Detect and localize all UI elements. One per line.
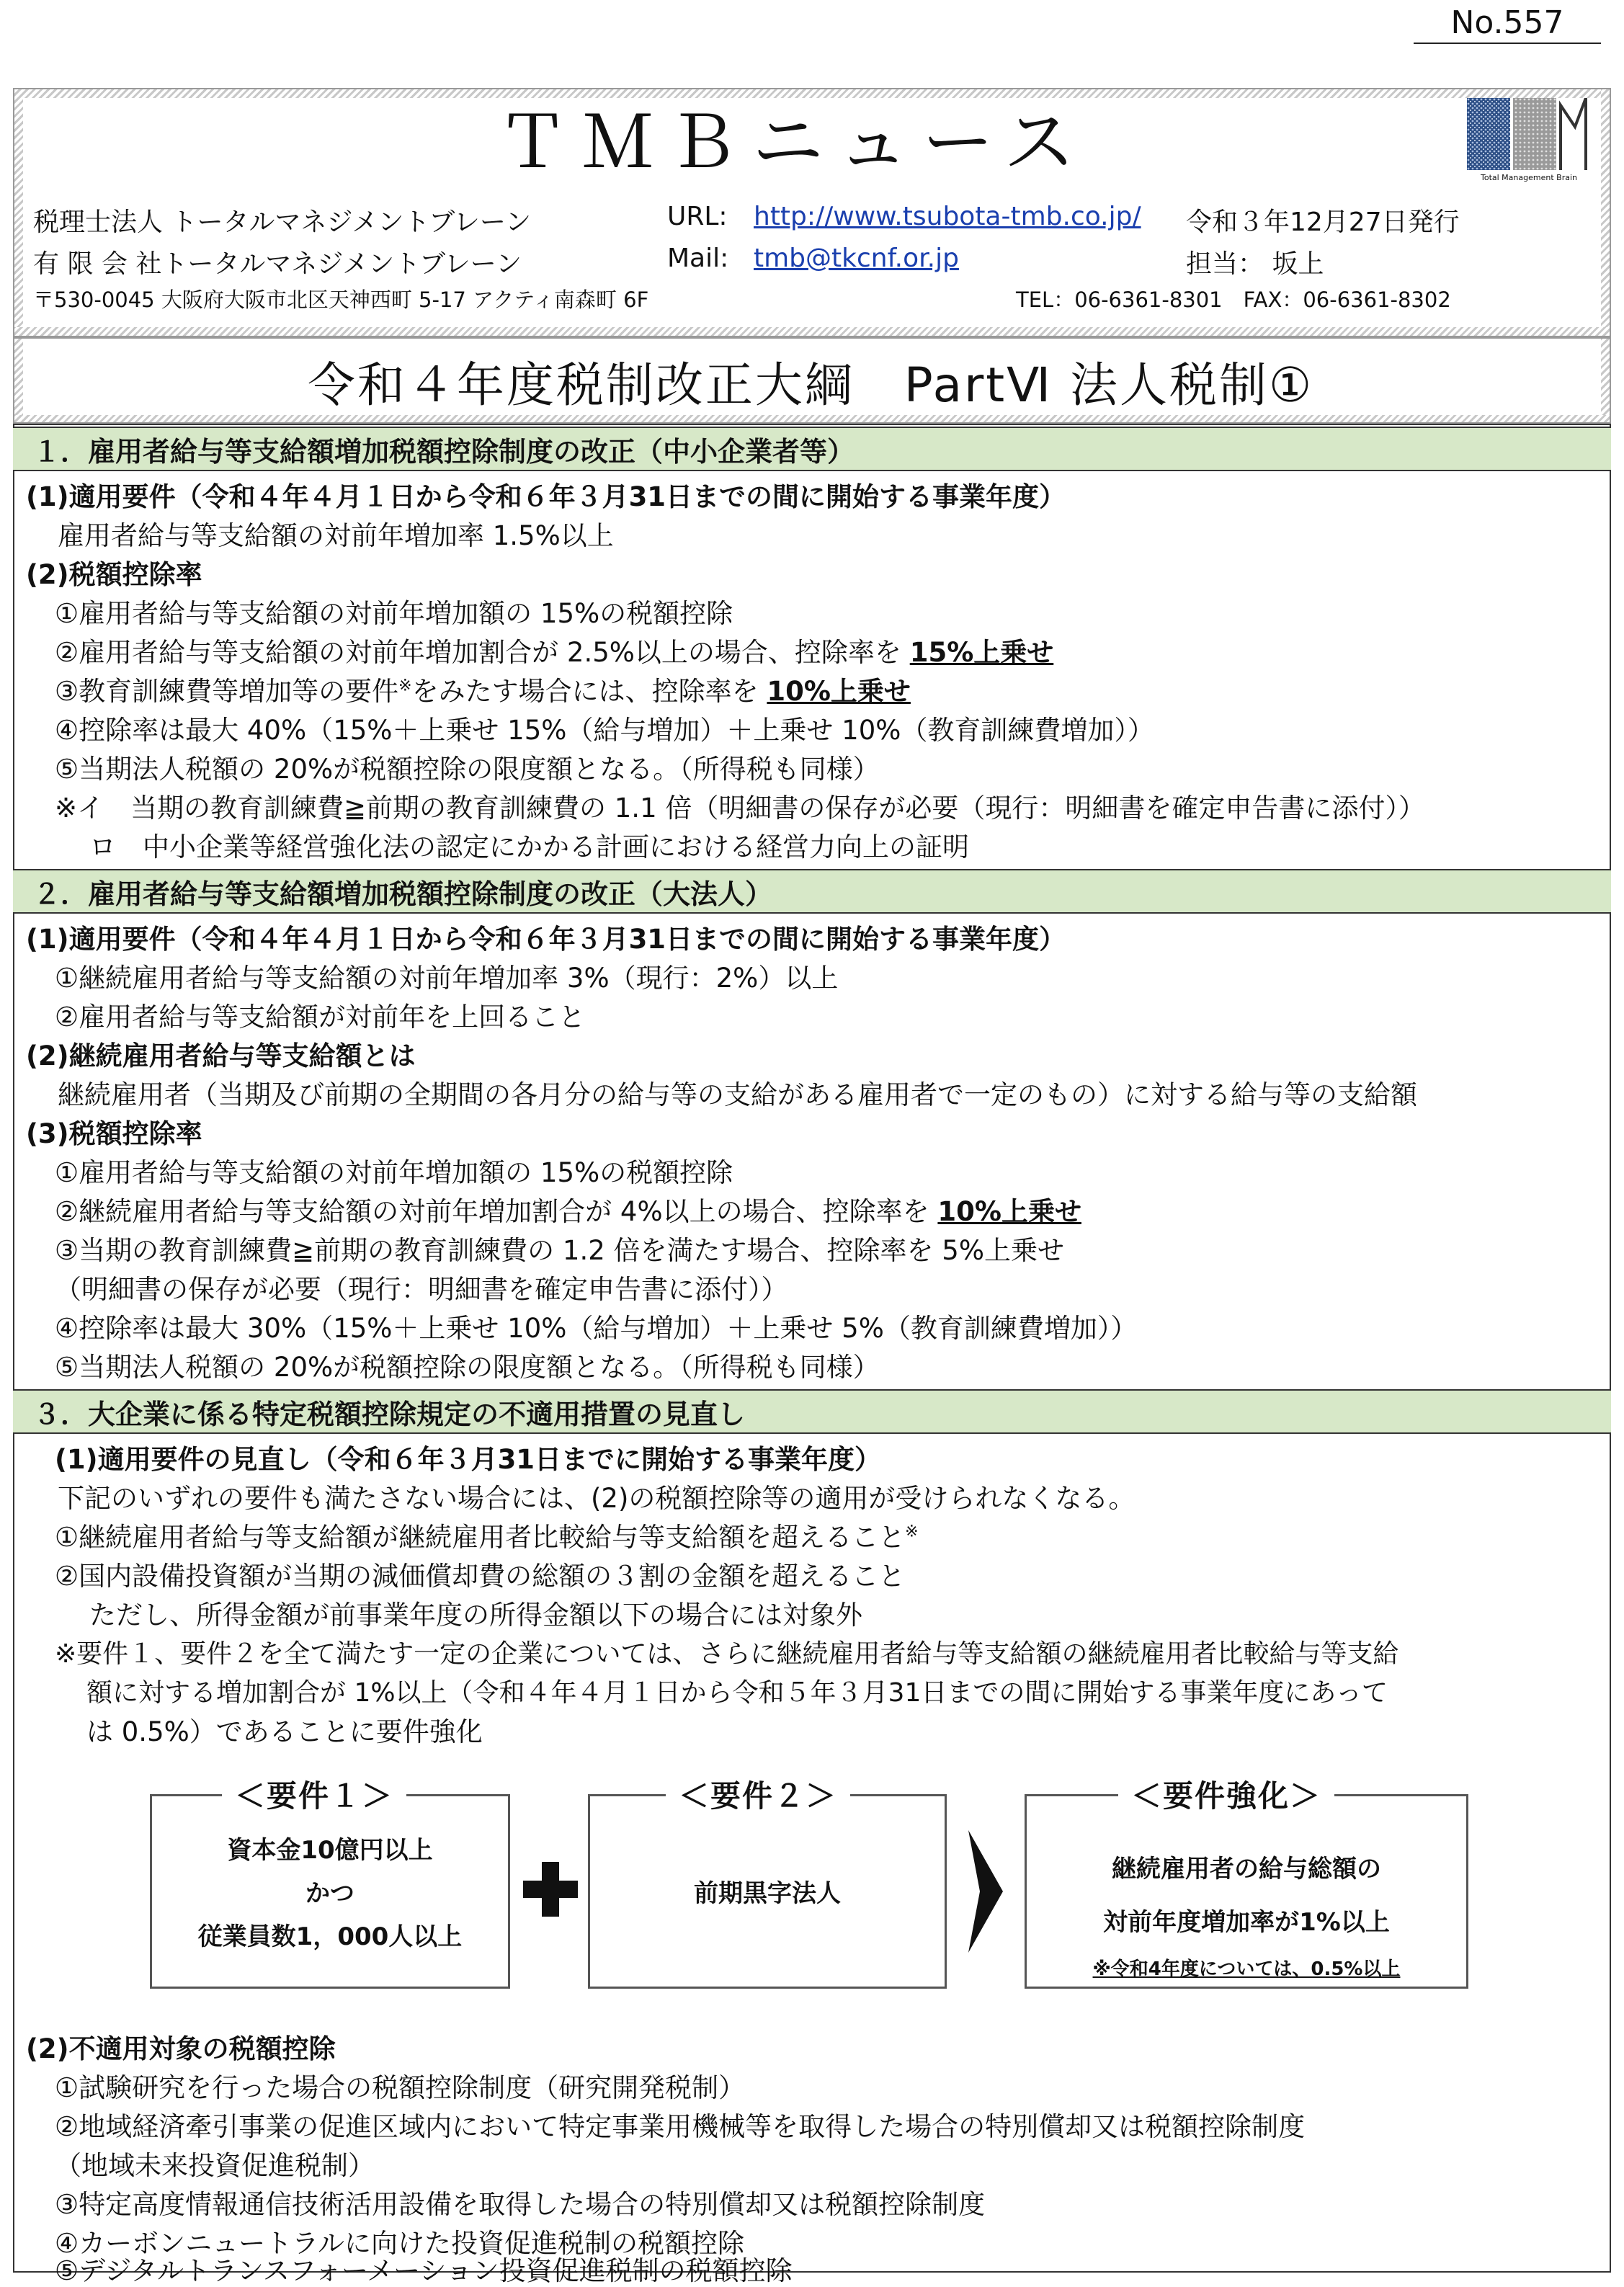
- requirement-strengthened-label: ＜要件強化＞: [1118, 1773, 1334, 1816]
- arrow-right-icon: [965, 1830, 1006, 1956]
- requirement-strengthened-text: 対前年度増加率が1%以上: [1103, 1908, 1390, 1937]
- subtitle: 令和４年度税制改正大綱 PartⅥ 法人税制①: [307, 357, 1314, 413]
- newsletter-title: ＴＭＢニュース: [496, 100, 1089, 184]
- s2-line: （明細書の保存が必要（現行：明細書を確定申告書に添付））: [55, 1274, 788, 1305]
- s1-line: (1)適用要件（令和４年４月１日から令和６年３月31日までの間に開始する事業年度）: [26, 481, 1066, 512]
- requirement-2-label: ＜要件２＞: [666, 1773, 850, 1816]
- s2-line: ①雇用者給与等支給額の対前年増加額の 15%の税額控除: [55, 1157, 733, 1188]
- tmb-logo: [1467, 98, 1591, 186]
- s2-line: (2)継続雇用者給与等支給額とは: [26, 1040, 416, 1071]
- requirement-strengthened-note: ※令和4年度については、0.5%以上: [1092, 1958, 1401, 1980]
- s3-line: 下記のいずれの要件も満たさない場合には、(2)の税額控除等の適用が受けられなくなる。: [58, 1483, 1136, 1514]
- s2-line: ④控除率は最大 30%（15%＋上乗せ 10%（給与増加）＋上乗せ 5%（教育訓練費増加））: [55, 1313, 1138, 1344]
- requirement-1-text: 資本金10億円以上: [227, 1836, 433, 1865]
- s3-line: [55, 1522, 919, 1553]
- section-1-heading: １．雇用者給与等支給額増加税額控除制度の改正（中小企業者等）: [13, 427, 1611, 471]
- s1-emphasis: 10%上乗せ: [767, 676, 911, 707]
- s3-line: ③特定高度情報通信技術活用設備を取得した場合の特別償却又は税額控除制度: [55, 2189, 986, 2220]
- staff-name: 担当： 坂上: [1186, 249, 1324, 279]
- s2-line: ③当期の教育訓練費≧前期の教育訓練費の 1.2 倍を満たす場合、控除率を 5%上乗せ: [55, 1235, 1064, 1266]
- s3-line: ※要件１、要件２を全て満たす一定の企業については、さらに継続雇用者給与等支給額の継続雇用者比較給与等支給: [55, 1639, 1399, 1669]
- requirement-2-text: 前期黒字法人: [694, 1879, 841, 1908]
- s3-line: ②国内設備投資額が当期の減価償却費の総額の３割の金額を超えること: [55, 1561, 906, 1592]
- logo-caption: Total Management Brain: [1481, 173, 1577, 182]
- requirement-1-text: かつ: [305, 1879, 354, 1908]
- s2-line: ⑤当期法人税額の 20%が税額控除の限度額となる。（所得税も同様）: [55, 1352, 880, 1383]
- requirement-1-text: 従業員数1，000人以上: [197, 1922, 463, 1951]
- mail-label: Mail:: [667, 244, 729, 273]
- s3-line: ⑤デジタルトランスフォーメーション投資促進税制の税額控除: [55, 2255, 793, 2286]
- s1-line: 雇用者給与等支給額の対前年増加率 1.5%以上: [58, 520, 614, 551]
- s2-line: [55, 1196, 1081, 1228]
- s2-line: ②雇用者給与等支給額が対前年を上回ること: [55, 1002, 586, 1033]
- issue-number: No.557: [1414, 4, 1601, 44]
- s3-text: ①継続雇用者給与等支給額が継続雇用者比較給与等支給額を超えること: [55, 1522, 906, 1553]
- s3-line: ①試験研究を行った場合の税額控除制度（研究開発税制）: [55, 2072, 746, 2103]
- firm-line-1: 税理士法人 トータルマネジメントブレーン: [33, 208, 532, 237]
- s1-emphasis: 15%上乗せ: [909, 637, 1054, 668]
- s2-emphasis: 10%上乗せ: [937, 1196, 1081, 1227]
- requirement-1-label: ＜要件１＞: [222, 1773, 406, 1816]
- s1-line: ロ 中小企業等経営強化法の認定にかかる計画における経営力向上の証明: [89, 832, 969, 862]
- s1-line: [55, 676, 911, 708]
- url-label: URL:: [667, 202, 728, 231]
- s3-footnote-mark: ※: [905, 1523, 919, 1541]
- email-link[interactable]: tmb@tkcnf.or.jp: [754, 244, 959, 273]
- s2-line: (3)税額控除率: [26, 1118, 202, 1149]
- firm-line-2: 有 限 会 社トータルマネジメントブレーン: [33, 249, 522, 279]
- section-2-heading: ２．雇用者給与等支給額増加税額控除制度の改正（大法人）: [13, 869, 1611, 914]
- s3-line: ただし、所得金額が前事業年度の所得金額以下の場合には対象外: [89, 1600, 862, 1631]
- s1-line: ①雇用者給与等支給額の対前年増加額の 15%の税額控除: [55, 598, 733, 629]
- tel-fax: TEL：06-6361-8301 FAX：06-6361-8302: [1016, 287, 1451, 312]
- plus-icon: [520, 1859, 581, 1922]
- s3-line: (1)適用要件の見直し（令和６年３月31日までに開始する事業年度）: [55, 1444, 882, 1475]
- s3-line: （地域未来投資促進税制）: [55, 2150, 375, 2181]
- s1-line: ⑤当期法人税額の 20%が税額控除の限度額となる。（所得税も同様）: [55, 754, 880, 785]
- website-link[interactable]: http://www.tsubota-tmb.co.jp/: [754, 202, 1141, 231]
- requirement-strengthened-text: 継続雇用者の給与総額の: [1112, 1855, 1381, 1883]
- s1-text: をみたす場合には、控除率を: [411, 676, 767, 707]
- s3-line: (2)不適用対象の税額控除: [26, 2033, 336, 2064]
- s2-line: ①継続雇用者給与等支給額の対前年増加率 3%（現行：2%）以上: [55, 963, 839, 994]
- s3-line: は 0.5%）であることに要件強化: [86, 1716, 483, 1747]
- s3-line: ②地域経済牽引事業の促進区域内において特定事業用機械等を取得した場合の特別償却又は税額控除制度: [55, 2111, 1306, 2142]
- s1-text: ②雇用者給与等支給額の対前年増加割合が 2.5%以上の場合、控除率を: [55, 637, 910, 668]
- s1-text: ③教育訓練費等増加等の要件: [55, 676, 399, 707]
- issue-date: 令和３年12月27日発行: [1186, 208, 1460, 237]
- s1-line: ④控除率は最大 40%（15%＋上乗せ 15%（給与増加）＋上乗せ 10%（教育訓練費増加））: [55, 715, 1154, 746]
- s3-line: 額に対する増加割合が 1%以上（令和４年４月１日から令和５年３月31日までの間に開始する事業年度にあって: [86, 1678, 1388, 1708]
- s1-footnote-mark: ※: [398, 677, 412, 695]
- s2-line: (1)適用要件（令和４年４月１日から令和６年３月31日までの間に開始する事業年度）: [26, 924, 1066, 955]
- s3-line: ④カーボンニュートラルに向けた投資促進税制の税額控除: [55, 2228, 745, 2259]
- section-3-heading: ３．大企業に係る特定税額控除規定の不適用措置の見直し: [13, 1389, 1611, 1434]
- s1-line: (2)税額控除率: [26, 559, 202, 590]
- s2-line: 継続雇用者（当期及び前期の全期間の各月分の給与等の支給がある雇用者で一定のもの）に対する給与等の支給額: [58, 1079, 1417, 1110]
- s1-line: ※イ 当期の教育訓練費≧前期の教育訓練費の 1.1 倍（明細書の保存が必要（現行：明細書を確定申告書に添付））: [55, 793, 1425, 824]
- s1-line: [55, 637, 1053, 669]
- address: 〒530-0045 大阪府大阪市北区天神西町 5-17 アクティ南森町 6F: [33, 287, 649, 312]
- s2-text: ②継続雇用者給与等支給額の対前年増加割合が 4%以上の場合、控除率を: [55, 1196, 938, 1227]
